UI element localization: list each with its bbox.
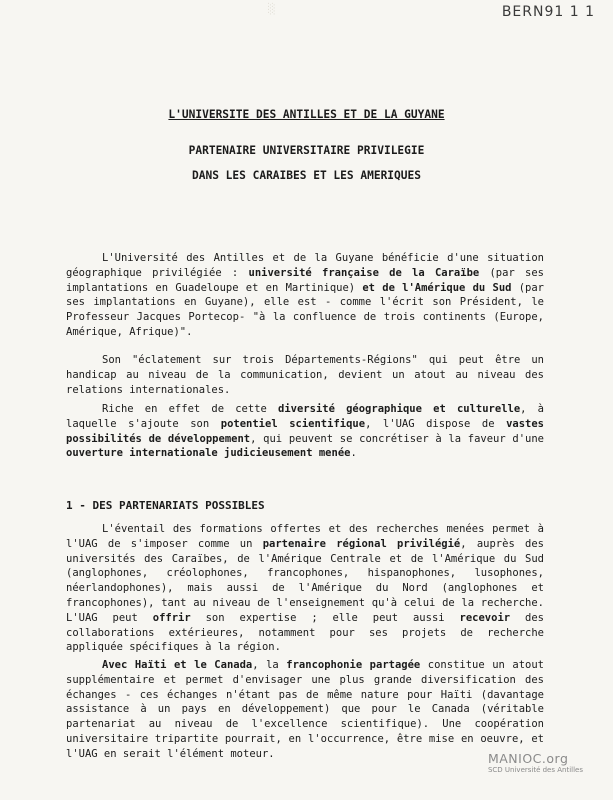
bold-phrase: recevoir: [459, 611, 511, 624]
document-subtitle-line-2: DANS LES CARAIBES ET LES AMERIQUES: [191, 169, 421, 182]
text-run: constitue un atout supplémentaire et permet d'envisager une plus grande diversification des échanges - ces échanges n'étant pas de même nature pour Haïti (davantage assistance à un pays en développement) que pour le Canada (véritable partenariat au niveau de l'excellence scientifique). Une coopération universitaire tripartite pourrait, en l'occurrence, être mise en oeuvre, et l'UAG en serait l'élément moteur.: [66, 659, 544, 760]
bold-phrase: université française de la Caraïbe: [248, 266, 480, 279]
text-run: , l'UAG dispose de: [365, 417, 507, 430]
text-run: (par ses implantations en Guadeloupe et en Martinique): [66, 266, 544, 294]
document-subtitle-line-1: PARTENAIRE UNIVERSITAIRE PRIVILEGIE: [188, 144, 425, 157]
bold-phrase: Avec Haïti et le Canada: [102, 659, 253, 671]
paragraph-richesse: [66, 402, 544, 461]
text-run: Son "éclatement sur trois Départements-Régions" qui peut être un handicap au niveau de la communication, devient un atout au niveau des relations internationales.: [66, 354, 544, 396]
bold-phrase: et de l'Amérique du Sud: [362, 281, 512, 294]
text-run: son expertise ; elle peut aussi: [190, 611, 460, 624]
text-run: des collaborations extérieures, notamment pour ses projets de recherche appliquée spécifiques à la région.: [66, 611, 544, 654]
text-run: Riche en effet de cette: [102, 403, 279, 415]
section-heading: 1 - DES PARTENARIATS POSSIBLES: [66, 499, 265, 512]
paragraph-eclatement: [66, 353, 544, 397]
document-title: L'UNIVERSITE DES ANTILLES ET DE LA GUYANE: [168, 108, 445, 121]
text-run: , la: [252, 659, 287, 671]
bold-phrase: ouverture internationale judicieusement menée: [66, 447, 351, 460]
bold-phrase: potentiel scientifique: [220, 417, 366, 430]
text-run: , qui peuvent se concrétiser à la faveur d'une: [250, 432, 544, 445]
text-run: .: [350, 447, 357, 460]
bold-phrase: francophonie partagée: [286, 659, 421, 671]
logo-main-text: MANIOC.org: [487, 751, 569, 766]
paragraph-francophonie: [66, 658, 544, 762]
bold-phrase: diversité géographique et culturelle: [278, 403, 521, 415]
manioc-logo: [488, 751, 583, 774]
text-run: L'éventail des formations offertes et des recherches menées permet à l'UAG de s'imposer comme un: [66, 523, 544, 550]
paragraph-partenaire: [66, 522, 544, 655]
bold-phrase: vastes possibilités de développement: [66, 417, 545, 445]
bold-phrase: partenaire régional privilégié: [262, 537, 461, 550]
faint-stamp: ░: [268, 4, 276, 15]
logo-sub-text: SCD Université des Antilles: [487, 766, 583, 774]
text-run: (par ses implantations en Guyane), elle est - comme l'écrit son Président, le Professeur Jacques Portecop- "à la confluence de trois continents (Europe, Amérique, Afrique)".: [66, 281, 545, 338]
text-run: L'Université des Antilles et de la Guyane bénéficie d'une situation géographique privilégiée :: [66, 252, 544, 279]
text-run: , auprès des universités des Caraïbes, de l'Amérique Centrale et de l'Amérique du Sud (anglophones, créolophones, francophones, hispanophones, lusophones, néerlandophones), mais aussi de l'Amérique du Nord (anglophones et francophones), tant au niveau de l'enseignement qu'à celui de la recherche. L'UAG peut: [66, 537, 544, 624]
paragraph-intro: [66, 251, 544, 340]
handwritten-reference: BERN91 1 1: [501, 4, 595, 20]
text-run: , à laquelle s'ajoute son: [66, 403, 544, 430]
bold-phrase: offrir: [152, 611, 191, 624]
